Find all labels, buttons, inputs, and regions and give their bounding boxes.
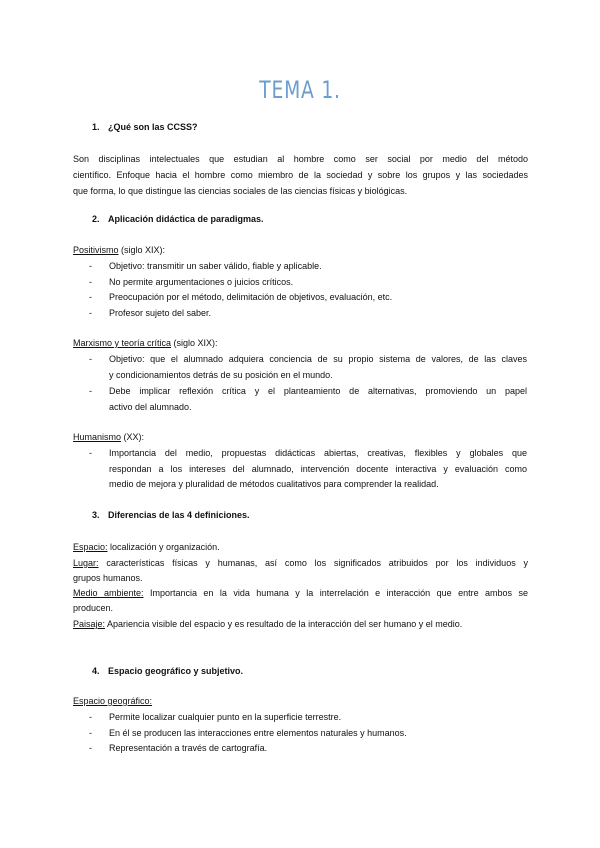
section-2-title: Aplicación didáctica de paradigmas.: [108, 214, 264, 224]
definition-term: Paisaje:: [73, 619, 106, 629]
marxismo-term: Marxismo y teoría crítica: [73, 338, 172, 348]
marxismo-period: (siglo XIX):: [171, 338, 218, 348]
list-item: - Preocupación por el método, delimitación de objetivos, evaluación, etc.: [89, 290, 527, 306]
section-1-paragraph: [73, 151, 528, 199]
definition-espacio: [73, 540, 528, 556]
positivismo-term: Positivismo: [73, 245, 119, 255]
section-1-heading: [92, 122, 198, 132]
section-1-number: 1.: [92, 122, 100, 132]
humanismo-term: Humanismo: [73, 432, 122, 442]
list-item: - Profesor sujeto del saber.: [89, 306, 527, 322]
positivismo-label: [73, 245, 165, 255]
section-2-number: 2.: [92, 214, 100, 224]
section-2-heading: [92, 214, 264, 224]
marxismo-label: [73, 338, 218, 348]
definition-text: localización y organización.: [107, 542, 220, 552]
list-item: - En él se producen las interacciones entre elementos naturales y humanos.: [89, 726, 527, 742]
definition-lugar: [73, 556, 528, 572]
definition-text: características físicas y humanas, así como los significados atribuidos por los individuos y: [98, 558, 528, 568]
definition-text: Importancia en la vida humana y la interrelación e interacción que entre ambos se: [143, 588, 529, 598]
definition-text: Apariencia visible del espacio y es resultado de la interacción del ser humano y el medio.: [105, 619, 463, 629]
list-item: - Objetivo: transmitir un saber válido, fiable y aplicable.: [89, 259, 527, 275]
section-3-heading: [92, 510, 250, 520]
list-item: - No permite argumentaciones o juicios críticos.: [89, 275, 527, 291]
page-title: TEMA 1.: [259, 76, 341, 104]
definition-text: producen.: [73, 603, 114, 613]
section-1-title: ¿Qué son las CCSS?: [108, 122, 198, 132]
list-item: - Importancia del medio, propuestas didácticas abiertas, creativas, flexibles y globales que respondan a los intereses del alumnado, intervención docente interactiva y evaluación como medio de mejora y pluralidad de métodos cualitativos para comprender la realidad.: [89, 446, 527, 493]
positivismo-period: (siglo XIX):: [118, 245, 166, 255]
definition-medio-cont: [73, 601, 528, 617]
list-item: - Objetivo: que el alumnado adquiera conciencia de su propio sistema de valores, de las claves y condicionamientos detrás de su posición en el mundo.: [89, 352, 527, 383]
definition-term: Espacio:: [73, 542, 108, 552]
definition-term: Lugar:: [73, 558, 99, 568]
espacio-geografico-label: [73, 696, 152, 706]
paragraph-line: que forma, lo que distingue las ciencias sociales de las ciencias físicas y biológicas.: [73, 186, 408, 196]
definition-medio: [73, 586, 528, 602]
humanismo-period: (XX):: [121, 432, 145, 442]
list-item: - Permite localizar cualquier punto en la superficie terrestre.: [89, 710, 527, 726]
paragraph-line: Son disciplinas intelectuales que estudian al hombre como ser social por medio del método: [73, 154, 528, 164]
section-3-title: Diferencias de las 4 definiciones.: [108, 510, 250, 520]
list-item: - Debe implicar reflexión crítica y el planteamiento de alternativas, promoviendo un papel activo del alumnado.: [89, 384, 527, 415]
definition-text: grupos humanos.: [73, 573, 143, 583]
humanismo-list: [89, 446, 527, 493]
section-4-title: Espacio geográfico y subjetivo.: [108, 666, 244, 676]
section-4-number: 4.: [92, 666, 100, 676]
espacio-geografico-list: [89, 710, 527, 757]
definition-term: Medio ambiente:: [73, 588, 144, 598]
marxismo-list: [89, 352, 527, 415]
definition-lugar-cont: [73, 571, 528, 587]
section-4-heading: [92, 666, 243, 676]
list-item: - Representación a través de cartografía.: [89, 741, 527, 757]
humanismo-label: [73, 432, 144, 442]
paragraph-line: científico. Enfoque hacia el hombre como miembro de la sociedad y sobre los grupos y las sociedades: [73, 170, 528, 180]
section-3-number: 3.: [92, 510, 100, 520]
definition-paisaje: [73, 617, 528, 633]
positivismo-list: [89, 259, 527, 321]
espacio-geografico-term: Espacio geográfico:: [73, 696, 153, 706]
